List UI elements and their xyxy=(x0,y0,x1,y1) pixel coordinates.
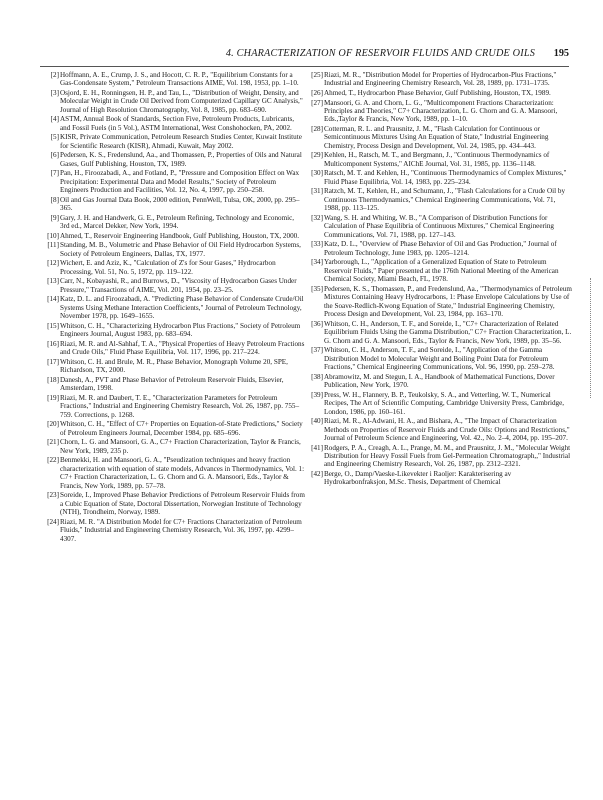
reference-entry xyxy=(304,285,572,319)
reference-text: Whitson, C. H. and Brule, M. R., Phase Behavior, Monograph Volume 20, SPE, Richardson, TX, 2000. xyxy=(60,357,288,375)
reference-entry xyxy=(40,169,305,194)
reference-entry xyxy=(40,322,305,339)
reference-number: [30] xyxy=(311,169,323,178)
reference-number: [14] xyxy=(47,295,59,304)
reference-entry xyxy=(304,258,572,283)
reference-number: [40] xyxy=(311,417,323,426)
reference-text: Danesh, A., PVT and Phase Behavior of Petroleum Reservoir Fluids, Elsevier, Amsterdam, 1998. xyxy=(60,375,284,393)
reference-entry xyxy=(40,133,305,150)
reference-number: [37] xyxy=(311,346,323,355)
reference-entry xyxy=(40,232,305,240)
reference-text: Berge, O., Damp/Vaeske-Likevekter i Raoljer: Karakterisering av Hydrokarbonfraksjon, M.Sc. Thesis, Department of Chemical xyxy=(324,469,512,487)
reference-entry xyxy=(40,340,305,357)
reference-number: [41] xyxy=(311,443,323,452)
reference-number: [34] xyxy=(311,258,323,267)
reference-number: [19] xyxy=(47,393,59,402)
reference-text: Cotterman, R. L. and Prausnitz, J. M., "Flash Calculation for Continuous or Semicontinuous Mixtures Using An Equation of State," Industrial Engineering Chemistry, Process Design and Development, Vol. 24, 1985, pp. 434–443. xyxy=(324,125,549,150)
reference-text: Gary, J. H. and Handwerk, G. E., Petroleum Refining, Technology and Economic, 3rd ed., Marcel Dekker, New York, 1994. xyxy=(60,213,295,231)
reference-entry xyxy=(304,444,572,469)
reference-entry xyxy=(40,518,305,543)
reference-number: [42] xyxy=(311,469,323,478)
reference-number: [5] xyxy=(50,133,59,142)
reference-entry xyxy=(304,89,572,97)
reference-entry xyxy=(304,470,572,487)
reference-entry xyxy=(304,391,572,416)
reference-number: [6] xyxy=(50,151,59,160)
reference-number: [27] xyxy=(311,98,323,107)
reference-number: [10] xyxy=(47,231,59,240)
reference-text: Wichert, E. and Aziz, K., "Calculation of Z's for Sour Gases," Hydrocarbon Processing, Vol. 51, No. 5, 1972, pp. 119–122. xyxy=(60,259,276,276)
reference-number: [4] xyxy=(50,115,59,124)
reference-entry xyxy=(40,71,305,88)
reference-number: [33] xyxy=(311,240,323,249)
reference-entry xyxy=(304,187,572,212)
reference-entry xyxy=(40,491,305,516)
reference-entry xyxy=(40,295,305,320)
reference-text: Chorn, L. G. and Mansoori, G. A., C7+ Fraction Characterization, Taylor & Francis, New York, 1989, 235 p. xyxy=(60,438,301,455)
reference-number: [28] xyxy=(311,125,323,133)
reference-number: [29] xyxy=(311,151,323,160)
references-right-column xyxy=(304,71,572,488)
page-header xyxy=(40,48,569,66)
reference-text: Riazi, M. R., Al-Adwani, H. A., and Bishara, A., "The Impact of Characterization Methods on Properties of Reservoir Fluids and Crude Oils: Options and Restrictions," Journal of Petroleum Science and Engineering, Vol. 42., No. 2–4, 2004, pp. 195–207. xyxy=(324,417,570,442)
reference-entry xyxy=(304,151,572,168)
reference-entry xyxy=(304,320,572,345)
reference-entry xyxy=(40,115,305,132)
reference-entry xyxy=(304,346,572,371)
reference-text: Ratsch, M. T. and Kehlen, H., "Continuous Thermodynamics of Complex Mixtures," Fluid Phase Equilibria, Vol. 14, 1983, pp. 225–234. xyxy=(324,169,567,186)
reference-number: [35] xyxy=(311,284,323,293)
reference-text: ASTM, Annual Book of Standards, Section Five, Petroleum Products, Lubricants, and Fossil Fuels (in 5 Vol.), ASTM International, West Conshohocken, PA, 2002. xyxy=(60,115,295,132)
reference-text: Wang, S. H. and Whiting, W. B., "A Comparison of Distribution Functions for Calculation of Phase Equilibria of Continuous Mixtures," Chemical Engineering Communications, Vol. 71, 1988, pp. 127–143. xyxy=(324,213,554,239)
reference-text: Press, W. H., Flannery, B. P., Teukolsky, S. A., and Vetterling, W. T., Numerical Recipes, The Art of Scientific Computing, Cambridge University Press, Cambridge, London, 1986, pp. 160–161. xyxy=(324,390,565,416)
reference-number: [13] xyxy=(47,277,59,286)
reference-number: [24] xyxy=(47,517,59,526)
reference-entry xyxy=(304,71,572,88)
reference-text: Katz, D. L., "Overview of Phase Behavior of Oil and Gas Production," Journal of Petroleum Technology, June 1983, pp. 1205–1214. xyxy=(324,240,557,257)
reference-text: Osjord, E. H., Ronningsen, H. P., and Tau, L., "Distribution of Weight, Density, and Molecular Weight in Crude Oil Derived from Computerized Capillary GC Analysis," Journal of High Resolution Chromatography, Vol. 8, 1985, pp. 683–690. xyxy=(60,89,303,114)
reference-number: [36] xyxy=(311,319,323,328)
reference-number: [26] xyxy=(311,89,323,97)
reference-entry xyxy=(304,99,572,124)
reference-number: [22] xyxy=(47,456,59,465)
reference-entry xyxy=(304,373,572,390)
reference-text: Soreide, I., Improved Phase Behavior Predictions of Petroleum Reservoir Fluids from a Cubic Equation of State, Doctoral Dissertation, Norwegian Institute of Technology (NTH), Trondheim, Norway, 1989. xyxy=(60,491,305,517)
header-rule xyxy=(40,66,569,67)
reference-number: [20] xyxy=(47,420,59,429)
reference-number: [25] xyxy=(311,71,323,79)
reference-text: Riazi, M. R. and Daubert, T. E., "Characterization Parameters for Petroleum Fractions," Industrial and Engineering Chemistry Research, Vol. 26, 1987, pp. 755–759. Corrections, p. 1268. xyxy=(60,393,300,419)
reference-text: Kehlen, H., Ratsch, M. T., and Bergmann, J., "Continuous Thermodynamics of Multicomponent Systems," AIChE Journal, Vol. 31, 1985, pp. 1136–1148. xyxy=(324,151,550,168)
reference-text: KISR, Private Communication, Petroleum Research Studies Center, Kuwait Institute for Scientific Research (KISR), Ahmadi, Kuwait, May 2002. xyxy=(60,133,302,150)
reference-number: [7] xyxy=(50,169,59,178)
reference-entry xyxy=(40,420,305,437)
reference-text: Abramowitz, M. and Stegun, I. A., Handbook of Mathematical Functions, Dover Publication, New York, 1970. xyxy=(324,372,555,390)
reference-entry xyxy=(304,125,572,150)
reference-entry xyxy=(40,214,305,231)
reference-text: Riazi, M. R., "Distribution Model for Properties of Hydrocarbon-Plus Fractions," Industrial and Engineering Chemistry Research, Vol. 28, 1989, pp. 1731–1735. xyxy=(324,71,557,88)
reference-text: Ahmed, T., Hydrocarbon Phase Behavior, Gulf Publishing, Houston, TX, 1989. xyxy=(324,89,551,97)
reference-text: Katz, D. L. and Firoozabadi, A. "Predicting Phase Behavior of Condensate Crude/Oil Systems Using Methane Interaction Coefficients," Journal of Petroleum Technology, November 1978, pp. 1649–1655. xyxy=(60,295,304,321)
reference-number: [3] xyxy=(50,89,59,97)
reference-number: [17] xyxy=(47,357,59,366)
reference-number: [9] xyxy=(50,213,59,222)
reference-entry xyxy=(304,417,572,442)
reference-entry xyxy=(40,277,305,294)
reference-text: Whitson, C. H., Anderson, T. F., and Soreide, I., "C7+ Characterization of Related Equilibrium Fluids Using the Gamma Distribution," C7+ Fraction Characterization, L. G. Chorn and G. A. Mansoori, Eds., Taylor & Francis, New York, 1989, pp. 35–56. xyxy=(324,319,572,345)
reference-text: Mansoori, G. A. and Chorn, L. G., "Multicomponent Fractions Characterization: Principles and Theories," C7+ Characterization, L. G. Chorn and G. A. Mansoori, Eds.,Taylor & Francis, New York, 1989, pp. 1–10. xyxy=(324,98,558,124)
reference-number: [12] xyxy=(47,259,59,268)
reference-entry xyxy=(40,241,305,258)
reference-text: Carr, N., Kobayashi, R., and Burrows, D., "Viscosity of Hydrocarbon Gases Under Pressure," Transactions of AIME, Vol. 201, 1954, pp. 23–25. xyxy=(60,277,297,294)
reference-entry xyxy=(40,196,305,213)
reference-number: [23] xyxy=(47,491,59,500)
reference-entry xyxy=(40,456,305,490)
reference-text: Pedersen, K. S., Fredenslund, Aa., and Thomassen, P., Properties of Oils and Natural Gases, Gulf Publishing, Houston, TX, 1989. xyxy=(60,151,302,168)
reference-text: Hoffmann, A. E., Crump, J. S., and Hocott, C. R. P., "Equilibrium Constants for a Gas-Condensate System," Petroleum Transactions AIME, Vol. 198, 1953, pp. 1–10. xyxy=(60,71,299,88)
reference-entry xyxy=(40,376,305,393)
reference-text: Whitson, C. H., Anderson, T. F., and Soreide, I., "Application of the Gamma Distribution Model to Molecular Weight and Boiling Point Data for Petroleum Fractions," Chemical Engineering Communications, Vol. 96, 1990, pp. 259–278. xyxy=(324,346,555,372)
reference-entry xyxy=(40,259,305,276)
reference-text: Whitson, C. H., "Effect of C7+ Properties on Equation-of-State Predictions," Society of Petroleum Engineers Journal, December 1984, pp. 685–696. xyxy=(60,420,303,437)
reference-number: [2] xyxy=(50,71,59,79)
reference-number: [32] xyxy=(311,213,323,222)
reference-number: [38] xyxy=(311,372,323,381)
reference-text: Standing, M. B., Volumetric and Phase Behavior of Oil Field Hydrocarbon Systems, Society of Petroleum Engineers, Dallas, TX, 1977. xyxy=(60,241,301,258)
page-number: 195 xyxy=(553,48,569,59)
reference-entry xyxy=(304,214,572,239)
reference-text: Riazi, M. R. "A Distribution Model for C7+ Fractions Characterization of Petroleum Fluids," Industrial and Engineering Chemistry Research, Vol. 36, 1997, pp. 4299–4307. xyxy=(60,517,302,543)
reference-text: Benmekki, H. and Mansoori, G. A., "Pseudization techniques and heavy fraction characterization with equation of state models, Advances in Thermodynamics, Vol. 1: C7+ Fraction Characterization, L. G. Chorn and G. A. Mansoori, Eds., Taylor & Francis, New York, 1989, pp. 57–78. xyxy=(60,456,305,490)
reference-text: Riazi, M. R. and Al-Sahhaf, T. A., "Physical Properties of Heavy Petroleum Fractions and Crude Oils," Fluid Phase Equilibria, Vol. 117, 1996, pp. 217–224. xyxy=(60,339,305,357)
reference-entry xyxy=(304,169,572,186)
reference-number: [8] xyxy=(50,195,59,204)
reference-entry xyxy=(40,438,305,455)
reference-text: Whitson, C. H., "Characterizing Hydrocarbon Plus Fractions," Society of Petroleum Engineers Journal, August 1983, pp. 683–694. xyxy=(60,321,301,339)
reference-entry xyxy=(40,151,305,168)
reference-text: Pan, H., Firoozabadi, A., and Fotland, P., "Pressure and Composition Effect on Wax Precipitation: Experimental Data and Model Results," Society of Petroleum Engineers Production and Facilities, Vol. 12, No. 4, 1997, pp. 250–258. xyxy=(60,169,300,195)
reference-text: Oil and Gas Journal Data Book, 2000 edition, PennWell, Tulsa, OK, 2000, pp. 295–365. xyxy=(60,195,300,213)
reference-number: [16] xyxy=(47,339,59,348)
reference-number: [21] xyxy=(47,438,59,447)
reference-entry xyxy=(40,89,305,114)
running-head-title: 4. CHARACTERIZATION OF RESERVOIR FLUIDS AND CRUDE OILS xyxy=(225,48,535,59)
reference-text: Ratzch, M. T., Kehlen, H., and Schumann, J., "Flash Calculations for a Crude Oil by Continuous Thermodynamics," Chemical Engineering Communications, Vol. 71, 1988, pp. 113–125. xyxy=(324,187,566,213)
reference-entry xyxy=(40,358,305,375)
reference-text: Rodgers, P. A., Creagh, A. L., Prange, M. M., and Prausnitz, J. M., "Molecular Weight Distribution for Heavy Fossil Fuels from Gel-Permeation Chromatograph,," Industrial and Engineering Chemistry Research, Vol. 26, 1987, pp. 2312–2321. xyxy=(324,443,571,469)
reference-number: [31] xyxy=(311,187,323,196)
reference-number: [15] xyxy=(47,321,59,330)
margin-dotted-mark xyxy=(590,278,591,398)
references-left-column xyxy=(40,71,305,544)
reference-entry xyxy=(40,394,305,419)
reference-text: Yarborough, L., "Application of a Generalized Equation of State to Petroleum Reservoir Fluids," Paper presented at the 176th National Meeting of the American Chemical Society, Miami Beach, FL, 1978. xyxy=(324,258,559,284)
reference-text: Ahmed, T., Reservoir Engineering Handbook, Gulf Publishing, Houston, TX, 2000. xyxy=(60,231,299,240)
reference-number: [39] xyxy=(311,390,323,399)
reference-text: Pedersen, K. S., Thomassen, P., and Fredenslund, Aa., "Thermodynamics of Petroleum Mixtures Containing Heavy Hydrocarbons, 1: Phase Envelope Calculations by Use of the Soave-Redlich-Kwong Equation of State," Industrial Engineering Chemistry, Process Design and Development, Vol. 23, 1984, pp. 163–170. xyxy=(324,284,572,319)
reference-entry xyxy=(304,240,572,257)
reference-number: [11] xyxy=(47,241,59,250)
reference-number: [18] xyxy=(47,375,59,384)
